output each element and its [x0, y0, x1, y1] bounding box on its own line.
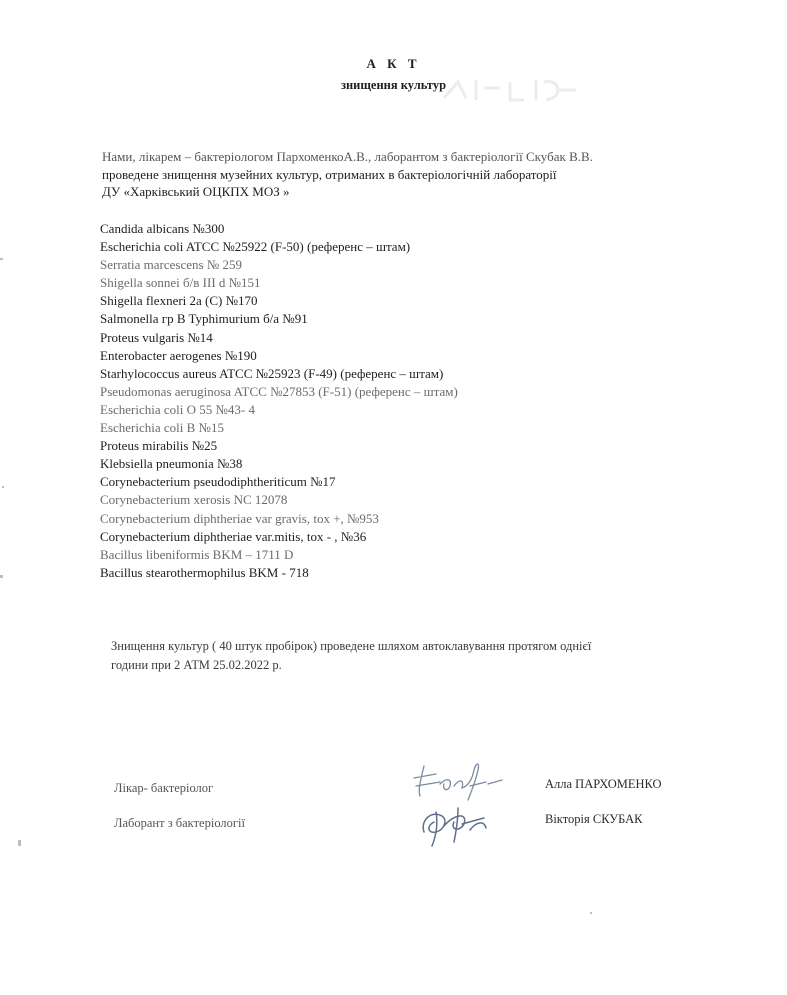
conclusion-paragraph — [111, 637, 751, 675]
signature-role-doctor: Лікар- бактеріолог — [114, 781, 214, 795]
culture-item: Enterobacter aerogenes №190 — [100, 347, 257, 363]
signature-role-lab: Лаборант з бактеріології — [114, 816, 245, 830]
culture-item: Corynebacterium diphtheriae var.mitis, tox - , №36 — [100, 528, 367, 544]
intro-line: Нами, лікарем – бактеріологом ПархоменкоА.В., лаборантом з бактеріології Скубак В.В. — [102, 149, 593, 164]
culture-item: Escherichia coli ATCC №25922 (F-50) (референс – штам) — [100, 239, 411, 255]
culture-item: Corynebacterium xerosis NC 12078 — [100, 492, 288, 508]
culture-item: Proteus mirabilis №25 — [100, 438, 218, 454]
culture-item: Starhylococcus aureus ATCC №25923 (F-49) (референс – штам) — [100, 365, 444, 381]
culture-item: Shigella sonnei б/в III d №151 — [100, 275, 261, 291]
culture-item: Corynebacterium diphtheriae var gravis, tox +, №953 — [100, 510, 379, 526]
document-subtitle: знищення культур — [340, 78, 447, 92]
signature-name-lab: Вікторія СКУБАК — [545, 812, 643, 826]
scan-speck — [0, 575, 3, 578]
culture-item: Salmonella гр B Typhimurium б/а №91 — [100, 311, 308, 327]
culture-item: Proteus vulgaris №14 — [100, 329, 213, 345]
culture-item: Escherichia coli O 55 №43- 4 — [100, 401, 255, 417]
scan-speck — [590, 912, 592, 914]
culture-item: Bacillus libeniformis BKM – 1711 D — [100, 546, 294, 562]
scan-speck — [18, 840, 21, 846]
intro-paragraph — [102, 148, 742, 201]
scan-speck — [2, 486, 4, 488]
conclusion-line: години при 2 АТМ 25.02.2022 р. — [111, 658, 282, 672]
conclusion-line: Знищення культур ( 40 штук пробірок) проведене шляхом автоклавування протягом однієї — [111, 639, 592, 653]
culture-item: Shigella flexneri 2a (C) №170 — [100, 293, 258, 309]
culture-item: Bacillus stearothermophilus BKM - 718 — [100, 564, 309, 580]
culture-item: Klebsiella pneumonia №38 — [100, 456, 243, 472]
scan-speck — [0, 258, 3, 260]
document-title: А К Т — [366, 56, 421, 71]
signature-name-doctor: Алла ПАРХОМЕНКО — [545, 777, 662, 791]
culture-item: Corynebacterium pseudodiphtheriticum №17 — [100, 474, 336, 490]
culture-item: Candida albicans №300 — [100, 221, 225, 236]
signature-lab-icon — [414, 802, 504, 853]
intro-line: ДУ «Харківський ОЦКПХ МОЗ » — [102, 184, 290, 199]
culture-list — [100, 220, 700, 582]
culture-item: Pseudomonas aeruginosa ATCC №27853 (F-51) (референс – штам) — [100, 383, 458, 399]
culture-item: Escherichia coli B №15 — [100, 420, 224, 436]
intro-line: проведене знищення музейних культур, отриманих в бактеріологічній лабораторії — [102, 166, 557, 182]
culture-item: Serratia marcescens № 259 — [100, 257, 242, 273]
